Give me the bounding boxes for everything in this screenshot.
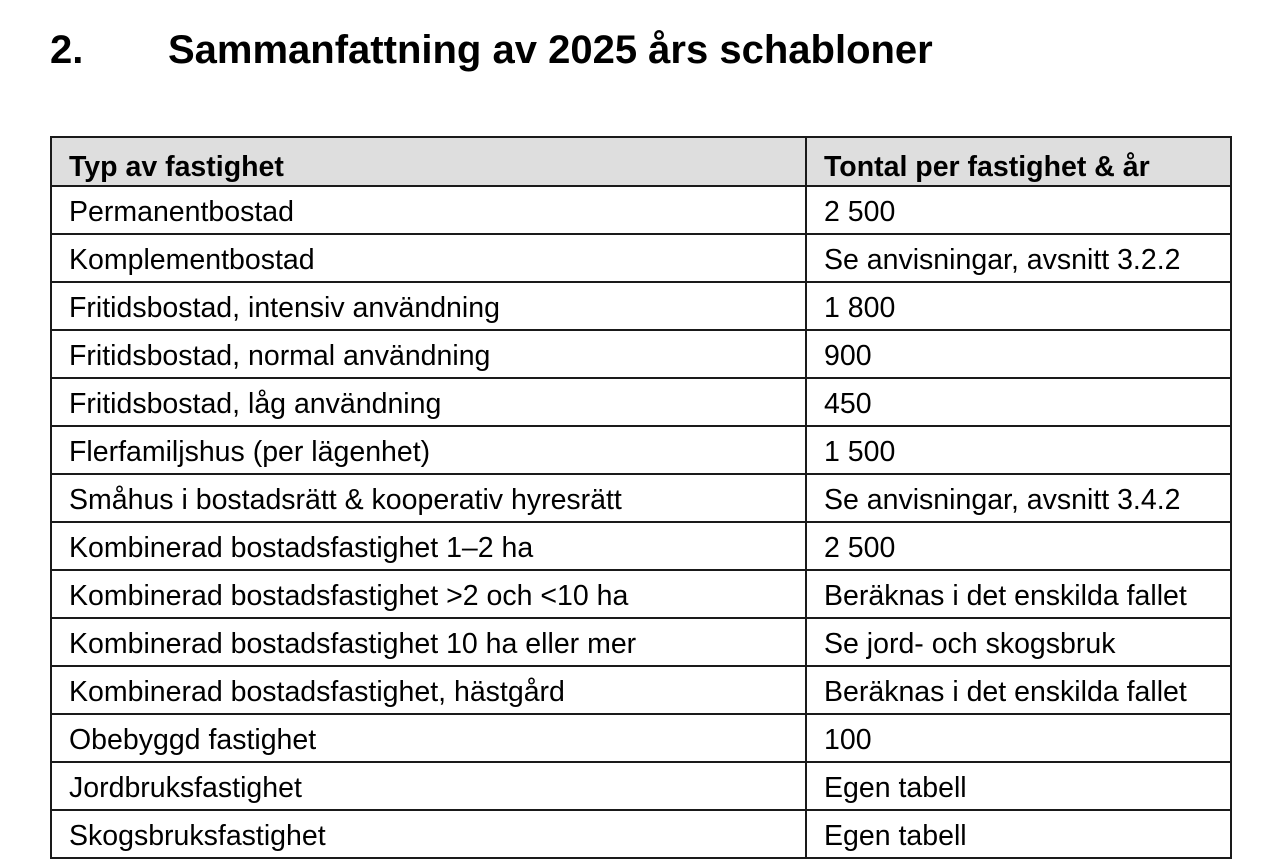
section-heading [50,22,933,78]
cell-property-type: Obebyggd fastighet [51,714,806,762]
table-row [51,714,1231,762]
cell-property-type: Komplementbostad [51,234,806,282]
cell-value: 900 [806,330,1231,378]
cell-value: 1 500 [806,426,1231,474]
table-row [51,666,1231,714]
cell-property-type: Småhus i bostadsrätt & kooperativ hyresrätt [51,474,806,522]
cell-value: Se anvisningar, avsnitt 3.2.2 [806,234,1231,282]
cell-property-type: Kombinerad bostadsfastighet 10 ha eller mer [51,618,806,666]
cell-value: 1 800 [806,282,1231,330]
table-row [51,234,1231,282]
cell-value: 2 500 [806,186,1231,234]
cell-value: Egen tabell [806,762,1231,810]
cell-property-type: Kombinerad bostadsfastighet, hästgård [51,666,806,714]
cell-property-type: Flerfamiljshus (per lägenhet) [51,426,806,474]
cell-value: 450 [806,378,1231,426]
table-header-row [51,137,1231,186]
table-row [51,570,1231,618]
cell-value: 2 500 [806,522,1231,570]
table-row [51,378,1231,426]
table-row [51,618,1231,666]
cell-property-type: Permanentbostad [51,186,806,234]
cell-value: 100 [806,714,1231,762]
cell-value: Egen tabell [806,810,1231,858]
schablon-table [50,136,1232,859]
table-row [51,474,1231,522]
cell-property-type: Kombinerad bostadsfastighet 1–2 ha [51,522,806,570]
cell-property-type: Jordbruksfastighet [51,762,806,810]
cell-property-type: Kombinerad bostadsfastighet >2 och <10 ha [51,570,806,618]
section-title: Sammanfattning av 2025 års schabloner [168,27,933,72]
table-row [51,186,1231,234]
table-row [51,330,1231,378]
cell-property-type: Fritidsbostad, normal användning [51,330,806,378]
cell-property-type: Fritidsbostad, intensiv användning [51,282,806,330]
section-number: 2. [50,27,84,72]
cell-value: Se jord- och skogsbruk [806,618,1231,666]
table-row [51,522,1231,570]
header-tonnage: Tontal per fastighet & år [806,137,1231,186]
cell-property-type: Fritidsbostad, låg användning [51,378,806,426]
table-row [51,426,1231,474]
header-property-type: Typ av fastighet [51,137,806,186]
cell-value: Beräknas i det enskilda fallet [806,666,1231,714]
cell-value: Beräknas i det enskilda fallet [806,570,1231,618]
table-row [51,810,1231,858]
table-row [51,282,1231,330]
cell-value: Se anvisningar, avsnitt 3.4.2 [806,474,1231,522]
table-row [51,762,1231,810]
cell-property-type: Skogsbruksfastighet [51,810,806,858]
